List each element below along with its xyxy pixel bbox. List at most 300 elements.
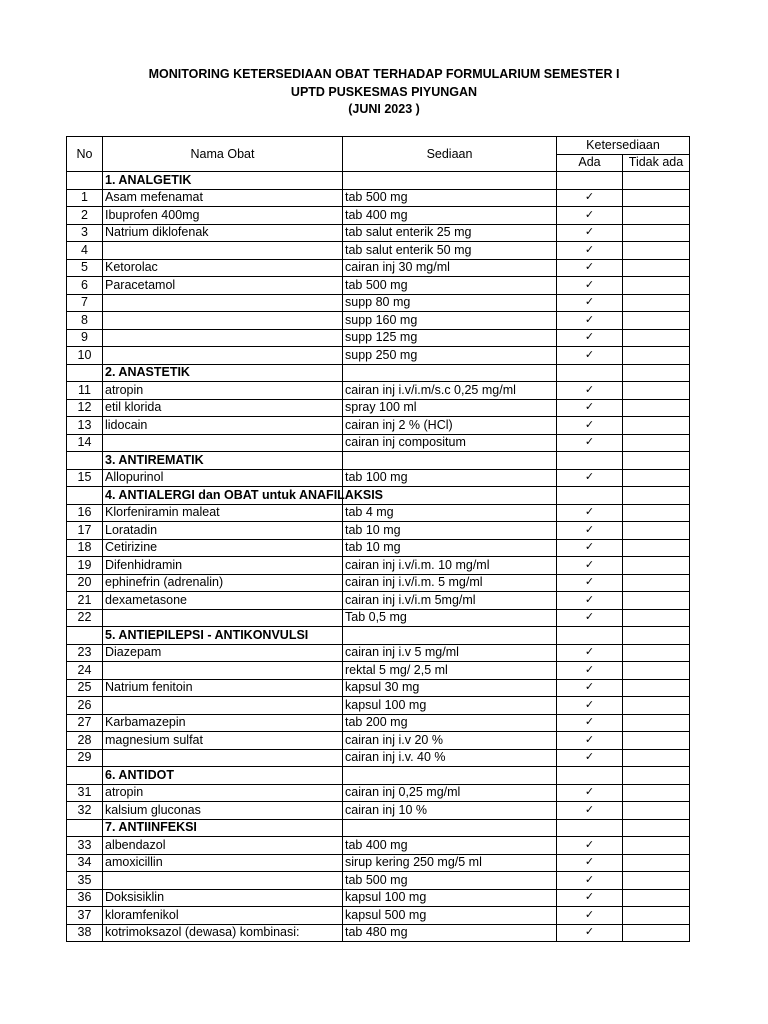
table-row: [67, 259, 690, 277]
row-sediaan: cairan inj 30 mg/ml: [343, 259, 557, 277]
table-row: [67, 907, 690, 925]
row-no: 35: [67, 872, 103, 890]
table-row: [67, 312, 690, 330]
check-icon: ✓: [584, 505, 595, 519]
row-nama-obat: atropin: [103, 784, 343, 802]
table-row: [67, 294, 690, 312]
category-tidak-ada-cell: [623, 819, 690, 837]
row-tidak-ada: [623, 679, 690, 697]
category-tidak-ada-cell: [623, 767, 690, 785]
row-ada: [557, 802, 623, 820]
row-nama-obat: kloramfenikol: [103, 907, 343, 925]
row-no: 18: [67, 539, 103, 557]
category-row: [67, 172, 690, 190]
table-row: [67, 557, 690, 575]
check-icon: ✓: [584, 330, 595, 344]
row-tidak-ada: [623, 714, 690, 732]
check-icon: ✓: [584, 802, 595, 816]
row-sediaan: cairan inj i.v/i.m/s.c 0,25 mg/ml: [343, 382, 557, 400]
check-icon: ✓: [584, 732, 595, 746]
row-nama-obat: Natrium diklofenak: [103, 224, 343, 242]
row-sediaan: kapsul 100 mg: [343, 889, 557, 907]
table-row: [67, 714, 690, 732]
row-no: 25: [67, 679, 103, 697]
row-no: 37: [67, 907, 103, 925]
row-tidak-ada: [623, 539, 690, 557]
row-sediaan: supp 80 mg: [343, 294, 557, 312]
row-sediaan: tab 400 mg: [343, 837, 557, 855]
check-icon: ✓: [584, 225, 595, 239]
row-no: 15: [67, 469, 103, 487]
row-ada: [557, 662, 623, 680]
row-nama-obat: ephinefrin (adrenalin): [103, 574, 343, 592]
row-ada: [557, 189, 623, 207]
row-tidak-ada: [623, 224, 690, 242]
check-icon: ✓: [584, 890, 595, 904]
row-nama-obat: kotrimoksazol (dewasa) kombinasi:: [103, 924, 343, 942]
row-sediaan: tab 10 mg: [343, 522, 557, 540]
row-tidak-ada: [623, 189, 690, 207]
table-row: [67, 697, 690, 715]
category-sediaan-cell: [343, 627, 557, 645]
row-tidak-ada: [623, 889, 690, 907]
row-sediaan: spray 100 ml: [343, 399, 557, 417]
row-no: 12: [67, 399, 103, 417]
row-tidak-ada: [623, 784, 690, 802]
row-nama-obat: atropin: [103, 382, 343, 400]
row-sediaan: kapsul 500 mg: [343, 907, 557, 925]
row-sediaan: tab 200 mg: [343, 714, 557, 732]
table-row: [67, 749, 690, 767]
row-no: 27: [67, 714, 103, 732]
row-nama-obat: [103, 294, 343, 312]
row-ada: [557, 434, 623, 452]
row-no: 13: [67, 417, 103, 435]
category-no-cell: [67, 627, 103, 645]
row-ada: [557, 784, 623, 802]
row-tidak-ada: [623, 242, 690, 260]
row-tidak-ada: [623, 557, 690, 575]
check-icon: ✓: [584, 715, 595, 729]
row-sediaan: cairan inj i.v. 40 %: [343, 749, 557, 767]
row-no: 33: [67, 837, 103, 855]
row-ada: [557, 837, 623, 855]
row-no: 32: [67, 802, 103, 820]
table-row: [67, 854, 690, 872]
table-row: [67, 644, 690, 662]
row-no: 16: [67, 504, 103, 522]
row-sediaan: supp 160 mg: [343, 312, 557, 330]
row-ada: [557, 417, 623, 435]
row-nama-obat: albendazol: [103, 837, 343, 855]
row-tidak-ada: [623, 504, 690, 522]
row-tidak-ada: [623, 872, 690, 890]
row-no: 9: [67, 329, 103, 347]
row-tidak-ada: [623, 837, 690, 855]
check-icon: ✓: [584, 522, 595, 536]
row-ada: [557, 854, 623, 872]
row-tidak-ada: [623, 662, 690, 680]
row-no: 38: [67, 924, 103, 942]
header-ketersediaan: Ketersediaan: [557, 137, 690, 155]
row-sediaan: cairan inj i.v 20 %: [343, 732, 557, 750]
row-sediaan: kapsul 100 mg: [343, 697, 557, 715]
row-tidak-ada: [623, 644, 690, 662]
check-icon: ✓: [584, 837, 595, 851]
category-no-cell: [67, 487, 103, 505]
check-icon: ✓: [584, 925, 595, 939]
row-no: 29: [67, 749, 103, 767]
table-row: [67, 347, 690, 365]
row-no: 20: [67, 574, 103, 592]
row-tidak-ada: [623, 469, 690, 487]
row-no: 34: [67, 854, 103, 872]
category-sediaan-cell: [343, 364, 557, 382]
row-tidak-ada: [623, 347, 690, 365]
category-no-cell: [67, 767, 103, 785]
row-nama-obat: Klorfeniramin maleat: [103, 504, 343, 522]
row-nama-obat: Difenhidramin: [103, 557, 343, 575]
row-tidak-ada: [623, 574, 690, 592]
category-row: [67, 487, 690, 505]
category-ada-cell: [557, 819, 623, 837]
row-sediaan: cairan inj i.v/i.m 5mg/ml: [343, 592, 557, 610]
table-row: [67, 679, 690, 697]
row-no: 1: [67, 189, 103, 207]
table-row: [67, 889, 690, 907]
document-header: [0, 66, 768, 119]
row-no: 17: [67, 522, 103, 540]
table-row: [67, 277, 690, 295]
row-sediaan: tab 4 mg: [343, 504, 557, 522]
row-nama-obat: Loratadin: [103, 522, 343, 540]
check-icon: ✓: [584, 207, 595, 221]
row-tidak-ada: [623, 697, 690, 715]
category-tidak-ada-cell: [623, 452, 690, 470]
row-no: 5: [67, 259, 103, 277]
row-no: 21: [67, 592, 103, 610]
check-icon: ✓: [584, 540, 595, 554]
row-no: 26: [67, 697, 103, 715]
check-icon: ✓: [584, 242, 595, 256]
check-icon: ✓: [584, 907, 595, 921]
category-no-cell: [67, 172, 103, 190]
check-icon: ✓: [584, 680, 595, 694]
row-tidak-ada: [623, 749, 690, 767]
check-icon: ✓: [584, 382, 595, 396]
category-sediaan-cell: [343, 767, 557, 785]
header-ada: Ada: [557, 154, 623, 172]
category-ada-cell: [557, 627, 623, 645]
check-icon: ✓: [584, 312, 595, 326]
table-row: [67, 609, 690, 627]
category-sediaan-cell: [343, 819, 557, 837]
category-ada-cell: [557, 767, 623, 785]
row-nama-obat: dexametasone: [103, 592, 343, 610]
row-ada: [557, 294, 623, 312]
row-sediaan: tab salut enterik 50 mg: [343, 242, 557, 260]
row-ada: [557, 539, 623, 557]
row-ada: [557, 697, 623, 715]
category-tidak-ada-cell: [623, 627, 690, 645]
row-no: 8: [67, 312, 103, 330]
row-nama-obat: [103, 329, 343, 347]
category-sediaan-cell: [343, 172, 557, 190]
row-ada: [557, 907, 623, 925]
category-label: 5. ANTIEPILEPSI - ANTIKONVULSI: [103, 627, 343, 645]
category-ada-cell: [557, 452, 623, 470]
check-icon: ✓: [584, 610, 595, 624]
check-icon: ✓: [584, 645, 595, 659]
row-nama-obat: Doksisiklin: [103, 889, 343, 907]
row-ada: [557, 644, 623, 662]
row-tidak-ada: [623, 259, 690, 277]
row-sediaan: cairan inj 0,25 mg/ml: [343, 784, 557, 802]
category-label: 6. ANTIDOT: [103, 767, 343, 785]
row-nama-obat: Diazepam: [103, 644, 343, 662]
row-ada: [557, 557, 623, 575]
row-ada: [557, 889, 623, 907]
row-no: 22: [67, 609, 103, 627]
row-tidak-ada: [623, 207, 690, 225]
row-no: 2: [67, 207, 103, 225]
table-row: [67, 784, 690, 802]
check-icon: ✓: [584, 697, 595, 711]
header-nama-obat: Nama Obat: [103, 137, 343, 172]
document-subtitle-period: (JUNI 2023 ): [348, 102, 420, 116]
row-nama-obat: [103, 242, 343, 260]
row-nama-obat: [103, 434, 343, 452]
category-row: [67, 452, 690, 470]
table-row: [67, 872, 690, 890]
header-sediaan: Sediaan: [343, 137, 557, 172]
row-sediaan: cairan inj i.v/i.m. 10 mg/ml: [343, 557, 557, 575]
row-nama-obat: Paracetamol: [103, 277, 343, 295]
row-tidak-ada: [623, 417, 690, 435]
table-row: [67, 574, 690, 592]
row-no: 4: [67, 242, 103, 260]
check-icon: ✓: [584, 557, 595, 571]
row-ada: [557, 469, 623, 487]
table-row: [67, 539, 690, 557]
row-ada: [557, 277, 623, 295]
check-icon: ✓: [584, 750, 595, 764]
row-tidak-ada: [623, 277, 690, 295]
header-tidak-ada: Tidak ada: [623, 154, 690, 172]
row-ada: [557, 399, 623, 417]
row-no: 6: [67, 277, 103, 295]
table-row: [67, 802, 690, 820]
check-icon: ✓: [584, 190, 595, 204]
row-nama-obat: kalsium gluconas: [103, 802, 343, 820]
row-no: 10: [67, 347, 103, 365]
row-no: 24: [67, 662, 103, 680]
row-sediaan: tab salut enterik 25 mg: [343, 224, 557, 242]
category-sediaan-cell: [343, 452, 557, 470]
row-ada: [557, 592, 623, 610]
row-sediaan: tab 480 mg: [343, 924, 557, 942]
drug-availability-table: [66, 136, 690, 942]
row-nama-obat: [103, 609, 343, 627]
row-tidak-ada: [623, 329, 690, 347]
row-nama-obat: amoxicillin: [103, 854, 343, 872]
document-title: MONITORING KETERSEDIAAN OBAT TERHADAP FORMULARIUM SEMESTER I: [148, 67, 620, 81]
row-nama-obat: Cetirizine: [103, 539, 343, 557]
check-icon: ✓: [584, 855, 595, 869]
row-tidak-ada: [623, 924, 690, 942]
row-tidak-ada: [623, 854, 690, 872]
row-no: 14: [67, 434, 103, 452]
check-icon: ✓: [584, 470, 595, 484]
row-nama-obat: [103, 697, 343, 715]
table-header-row: [67, 137, 690, 155]
category-ada-cell: [557, 364, 623, 382]
row-tidak-ada: [623, 294, 690, 312]
row-ada: [557, 679, 623, 697]
row-sediaan: tab 10 mg: [343, 539, 557, 557]
row-tidak-ada: [623, 609, 690, 627]
table-row: [67, 504, 690, 522]
row-tidak-ada: [623, 382, 690, 400]
row-sediaan: tab 500 mg: [343, 189, 557, 207]
row-sediaan: supp 250 mg: [343, 347, 557, 365]
row-ada: [557, 224, 623, 242]
row-no: 23: [67, 644, 103, 662]
category-no-cell: [67, 364, 103, 382]
row-ada: [557, 714, 623, 732]
row-ada: [557, 749, 623, 767]
header-no: No: [67, 137, 103, 172]
row-nama-obat: Ibuprofen 400mg: [103, 207, 343, 225]
check-icon: ✓: [584, 575, 595, 589]
check-icon: ✓: [584, 400, 595, 414]
table-row: [67, 732, 690, 750]
check-icon: ✓: [584, 417, 595, 431]
document-subtitle-institution: UPTD PUSKESMAS PIYUNGAN: [290, 84, 478, 99]
table-row: [67, 662, 690, 680]
category-ada-cell: [557, 172, 623, 190]
category-label: 4. ANTIALERGI dan OBAT untuk ANAFILAKSIS: [103, 487, 343, 505]
row-nama-obat: [103, 347, 343, 365]
row-no: 31: [67, 784, 103, 802]
row-no: 3: [67, 224, 103, 242]
table-row: [67, 434, 690, 452]
check-icon: ✓: [584, 592, 595, 606]
row-sediaan: cairan inj compositum: [343, 434, 557, 452]
row-sediaan: Tab 0,5 mg: [343, 609, 557, 627]
row-ada: [557, 609, 623, 627]
category-no-cell: [67, 452, 103, 470]
row-tidak-ada: [623, 399, 690, 417]
row-no: 11: [67, 382, 103, 400]
table-row: [67, 837, 690, 855]
category-tidak-ada-cell: [623, 487, 690, 505]
check-icon: ✓: [584, 277, 595, 291]
row-sediaan: supp 125 mg: [343, 329, 557, 347]
row-ada: [557, 207, 623, 225]
row-ada: [557, 259, 623, 277]
row-nama-obat: [103, 312, 343, 330]
table-row: [67, 207, 690, 225]
table-row: [67, 242, 690, 260]
row-nama-obat: [103, 749, 343, 767]
row-nama-obat: etil klorida: [103, 399, 343, 417]
row-sediaan: tab 400 mg: [343, 207, 557, 225]
check-icon: ✓: [584, 785, 595, 799]
row-ada: [557, 329, 623, 347]
row-sediaan: sirup kering 250 mg/5 ml: [343, 854, 557, 872]
row-nama-obat: [103, 872, 343, 890]
check-icon: ✓: [584, 435, 595, 449]
check-icon: ✓: [584, 872, 595, 886]
row-tidak-ada: [623, 592, 690, 610]
row-sediaan: tab 500 mg: [343, 277, 557, 295]
table-row: [67, 417, 690, 435]
category-label: 7. ANTIINFEKSI: [103, 819, 343, 837]
category-label: 1. ANALGETIK: [103, 172, 343, 190]
category-row: [67, 364, 690, 382]
row-no: 28: [67, 732, 103, 750]
check-icon: ✓: [584, 295, 595, 309]
row-sediaan: cairan inj i.v/i.m. 5 mg/ml: [343, 574, 557, 592]
table-row: [67, 469, 690, 487]
category-tidak-ada-cell: [623, 172, 690, 190]
table-row: [67, 329, 690, 347]
row-nama-obat: magnesium sulfat: [103, 732, 343, 750]
row-sediaan: tab 100 mg: [343, 469, 557, 487]
row-ada: [557, 382, 623, 400]
row-ada: [557, 312, 623, 330]
row-tidak-ada: [623, 802, 690, 820]
row-ada: [557, 522, 623, 540]
check-icon: ✓: [584, 260, 595, 274]
row-tidak-ada: [623, 522, 690, 540]
row-ada: [557, 732, 623, 750]
category-ada-cell: [557, 487, 623, 505]
row-ada: [557, 872, 623, 890]
row-nama-obat: Allopurinol: [103, 469, 343, 487]
row-tidak-ada: [623, 732, 690, 750]
row-ada: [557, 242, 623, 260]
row-ada: [557, 504, 623, 522]
row-nama-obat: lidocain: [103, 417, 343, 435]
table-row: [67, 382, 690, 400]
category-row: [67, 627, 690, 645]
table-row: [67, 399, 690, 417]
row-ada: [557, 924, 623, 942]
row-sediaan: cairan inj 2 % (HCl): [343, 417, 557, 435]
table-row: [67, 189, 690, 207]
category-row: [67, 819, 690, 837]
table-body: [67, 172, 690, 942]
row-nama-obat: Ketorolac: [103, 259, 343, 277]
row-no: 19: [67, 557, 103, 575]
category-row: [67, 767, 690, 785]
row-nama-obat: [103, 662, 343, 680]
check-icon: ✓: [584, 662, 595, 676]
row-sediaan: rektal 5 mg/ 2,5 ml: [343, 662, 557, 680]
category-no-cell: [67, 819, 103, 837]
row-nama-obat: Karbamazepin: [103, 714, 343, 732]
check-icon: ✓: [584, 347, 595, 361]
table-row: [67, 924, 690, 942]
row-ada: [557, 574, 623, 592]
row-tidak-ada: [623, 434, 690, 452]
row-no: 7: [67, 294, 103, 312]
row-ada: [557, 347, 623, 365]
category-label: 3. ANTIREMATIK: [103, 452, 343, 470]
row-sediaan: kapsul 30 mg: [343, 679, 557, 697]
